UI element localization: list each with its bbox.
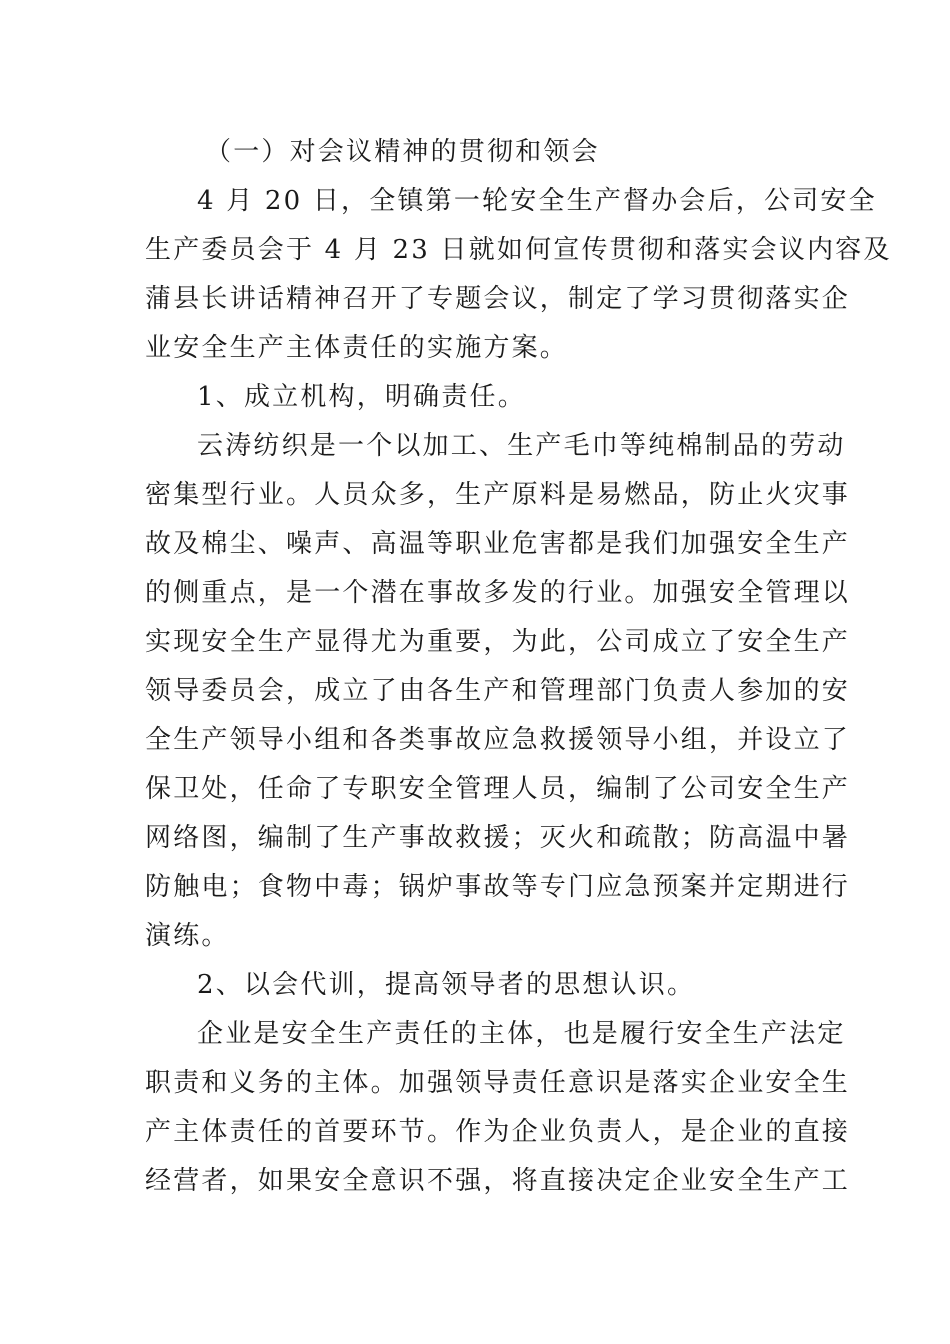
paragraph-line: 企业是安全生产责任的主体，也是履行安全生产法定 [197, 1019, 846, 1049]
paragraph-line: 云涛纺织是一个以加工、生产毛巾等纯棉制品的劳动 [197, 431, 846, 461]
paragraph-meeting-summary [145, 177, 892, 373]
paragraph-enterprise-responsibility [145, 1010, 851, 1206]
subheading-training-meetings [145, 961, 807, 1010]
paragraph-line: 演练。 [145, 921, 230, 951]
section-title: （一）对会议精神的贯彻和领会 [205, 137, 600, 167]
paragraph-line: 防触电；食物中毒；锅炉事故等专门应急预案并定期进行 [145, 872, 851, 902]
paragraph-line: 全生产领导小组和各类事故应急救援领导小组，并设立了 [145, 725, 851, 755]
subheading-text: 1、成立机构，明确责任。 [197, 382, 526, 412]
paragraph-line: 4 月 20 日，全镇第一轮安全生产督办会后，公司安全 [197, 186, 877, 216]
document-body [145, 128, 892, 1206]
subheading-text: 2、以会代训，提高领导者的思想认识。 [197, 970, 696, 1000]
paragraph-line: 的侧重点，是一个潜在事故多发的行业。加强安全管理以 [145, 578, 851, 608]
paragraph-line: 职责和义务的主体。加强领导责任意识是落实企业安全生 [145, 1068, 851, 1098]
paragraph-line: 经营者，如果安全意识不强，将直接决定企业安全生产工 [145, 1166, 851, 1196]
paragraph-yuntao-textile [145, 422, 851, 961]
paragraph-line: 蒲县长讲话精神召开了专题会议，制定了学习贯彻落实企 [145, 284, 851, 314]
paragraph-line: 实现安全生产显得尤为重要，为此，公司成立了安全生产 [145, 627, 851, 657]
paragraph-line: 保卫处，任命了专职安全管理人员，编制了公司安全生产 [145, 774, 851, 804]
paragraph-line: 业安全生产主体责任的实施方案。 [145, 333, 569, 363]
paragraph-line: 网络图，编制了生产事故救援；灭火和疏散；防高温中暑 [145, 823, 851, 853]
paragraph-line: 密集型行业。人员众多，生产原料是易燃品，防止火灾事 [145, 480, 851, 510]
paragraph-line: 领导委员会，成立了由各生产和管理部门负责人参加的安 [145, 676, 851, 706]
subheading-establish-organization [145, 373, 807, 422]
paragraph-line: 故及棉尘、噪声、高温等职业危害都是我们加强安全生产 [145, 529, 851, 559]
paragraph-line: 产主体责任的首要环节。作为企业负责人，是企业的直接 [145, 1117, 851, 1147]
paragraph-line: 生产委员会于 4 月 23 日就如何宣传贯彻和落实会议内容及 [145, 235, 892, 265]
